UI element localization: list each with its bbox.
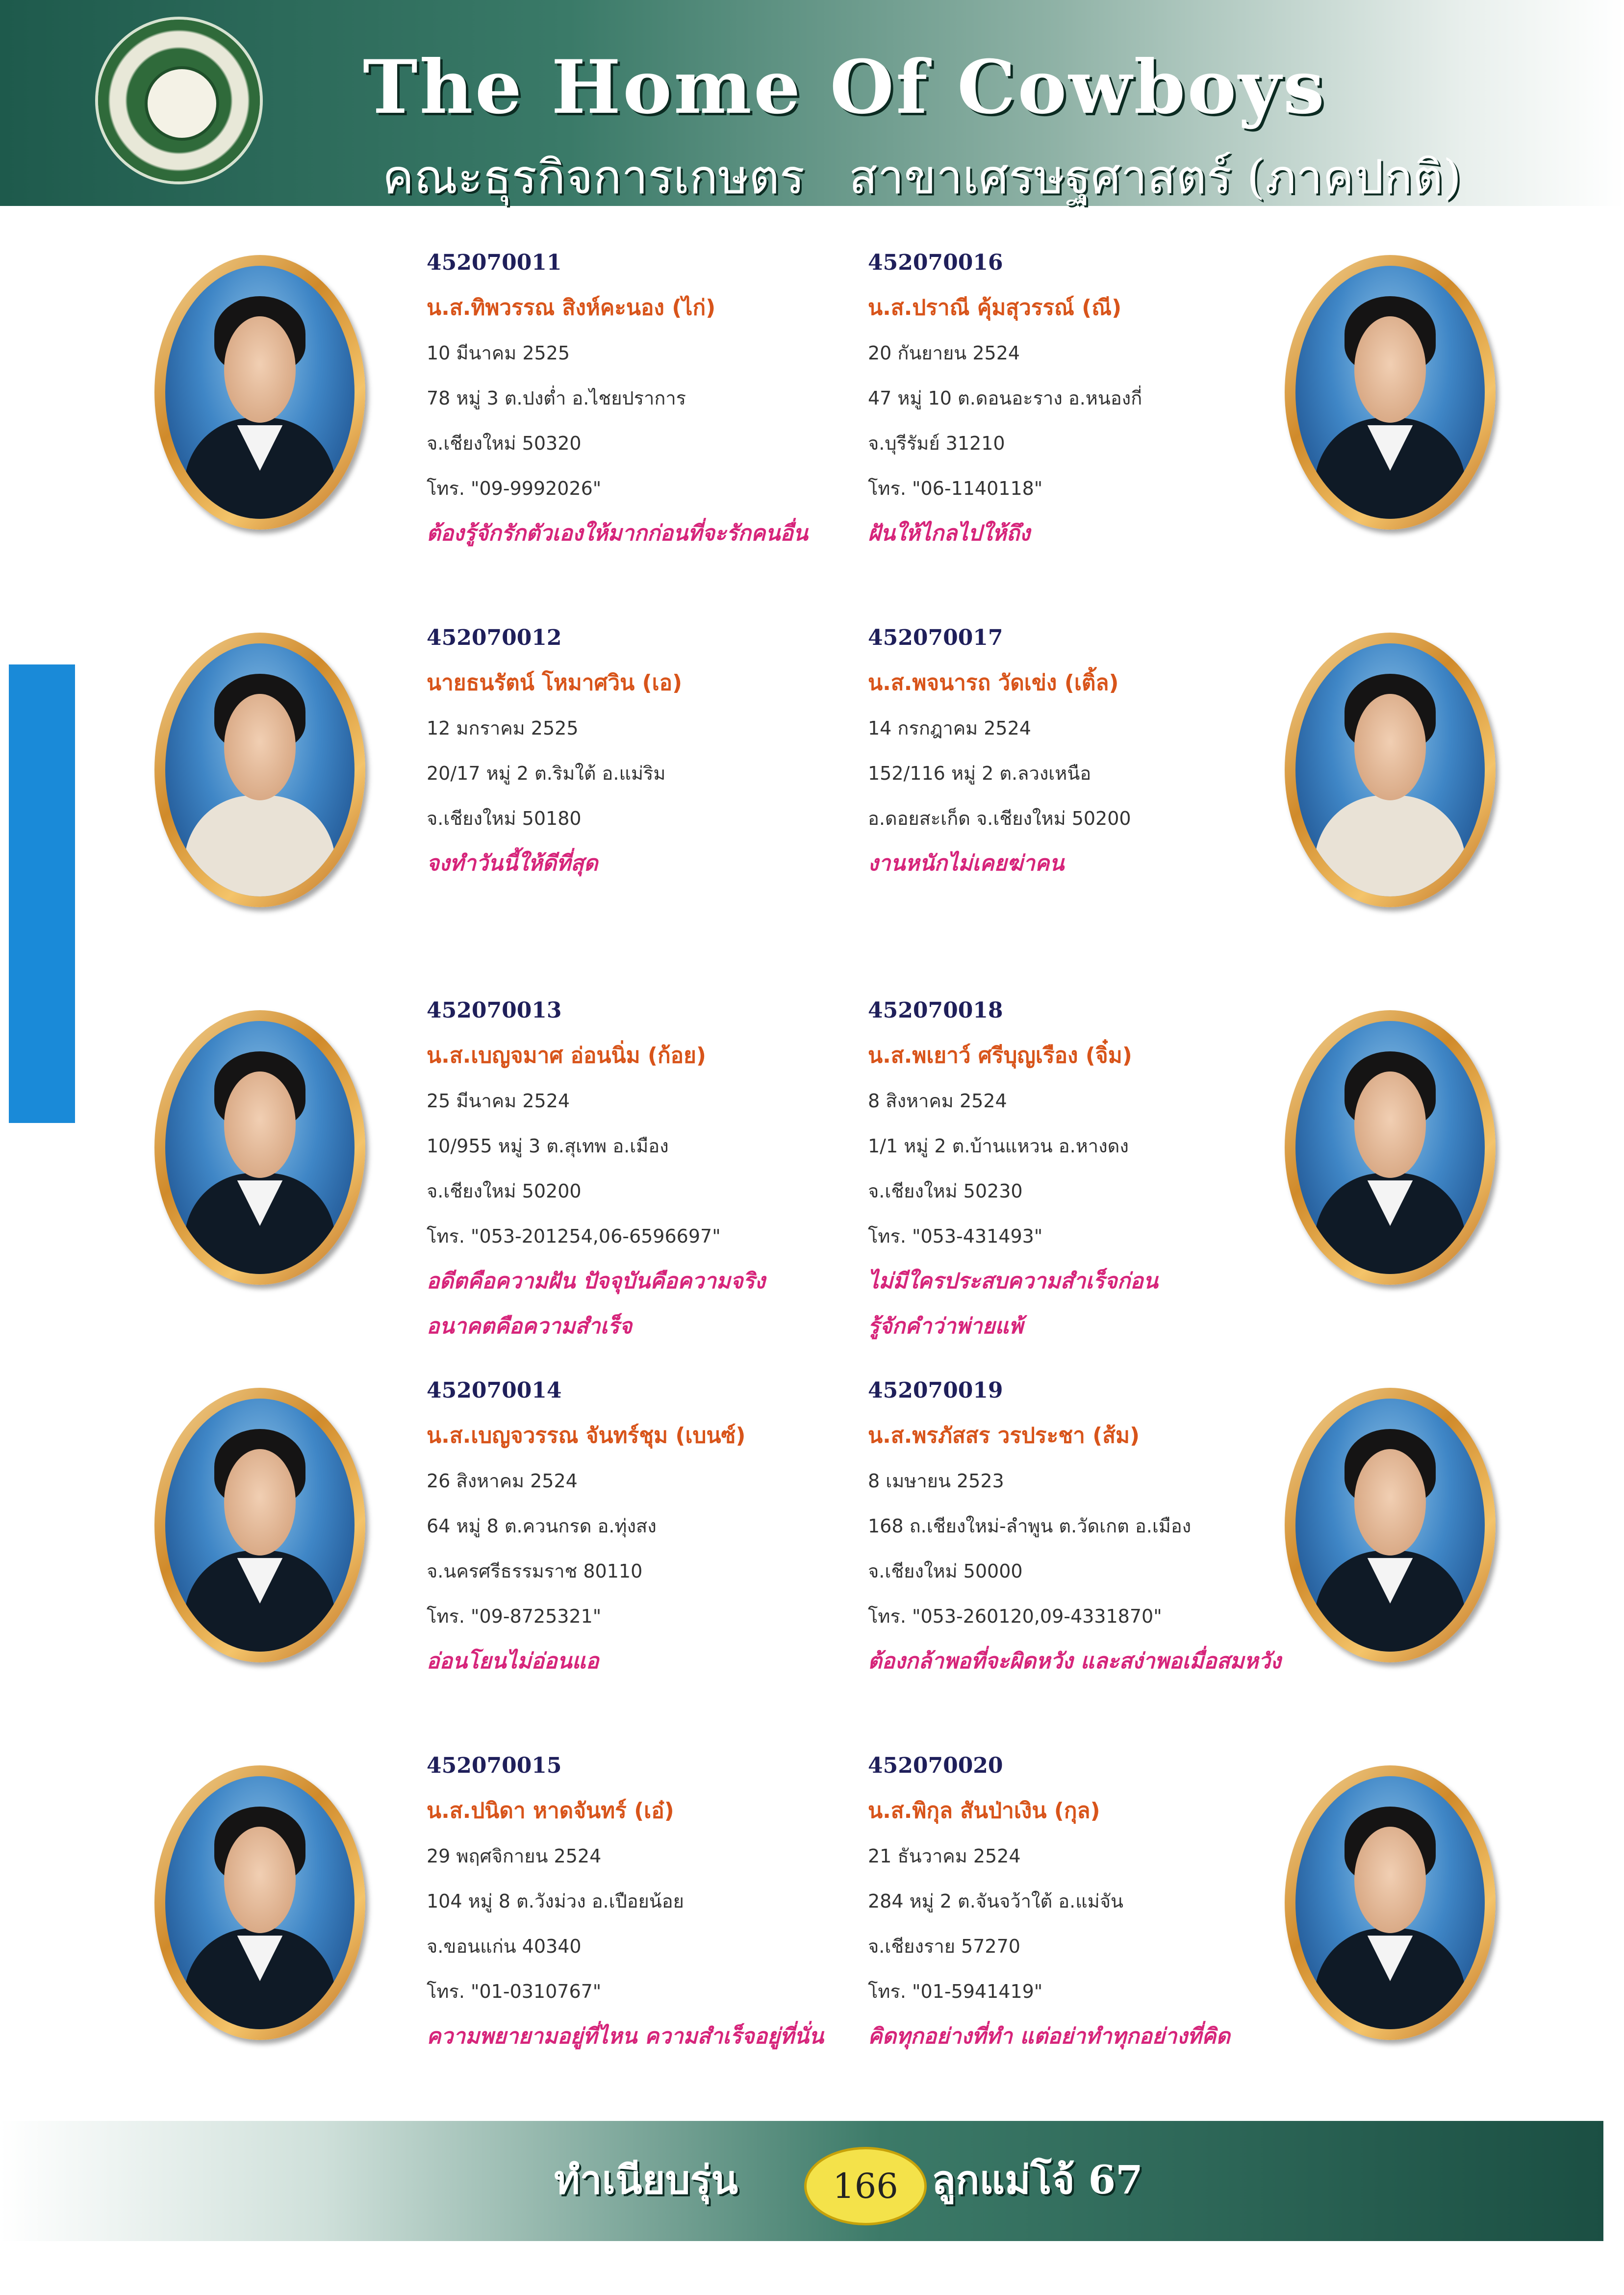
student-address-line: จ.เชียงราย 57270 xyxy=(868,1936,1020,1957)
student-birthdate: 29 พฤศจิกายน 2524 xyxy=(427,1845,602,1867)
student-id: 452070012 xyxy=(427,625,562,650)
student-id: 452070016 xyxy=(868,250,1003,275)
student-photo xyxy=(1285,633,1496,907)
student-entry xyxy=(868,988,1270,1349)
program-name: สาขาเศรษฐศาสตร์ (ภาคปกติ) xyxy=(849,150,1462,204)
student-birthdate: 10 มีนาคม 2525 xyxy=(427,342,570,364)
student-name: นายธนรัตน์ โหมาศวิน (เอ) xyxy=(427,670,683,695)
student-name: น.ส.ปนิดา หาดจันทร์ (เอ๋) xyxy=(427,1798,674,1823)
student-birthdate: 8 สิงหาคม 2524 xyxy=(868,1090,1007,1112)
student-entry xyxy=(868,615,1270,886)
student-address-line: 47 หมู่ 10 ต.ดอนอะราง อ.หนองกี่ xyxy=(868,387,1142,409)
student-address-line: 104 หมู่ 8 ต.วังม่วง อ.เปือยน้อย xyxy=(427,1890,684,1912)
page-subtitle xyxy=(382,140,1461,214)
student-photo xyxy=(154,633,365,907)
student-id: 452070017 xyxy=(868,625,1003,650)
student-phone: โทร. "053-431493" xyxy=(868,1225,1043,1247)
student-phone: โทร. "053-260120,09-4331870" xyxy=(868,1606,1162,1627)
student-entry xyxy=(427,1743,829,2059)
student-motto: จงทำวันนี้ให้ดีที่สุด xyxy=(427,851,598,876)
student-phone: โทร. "01-5941419" xyxy=(868,1981,1043,2002)
student-motto: คิดทุกอย่างที่ทำ แต่อย่าทำทุกอย่างที่คิด xyxy=(868,2024,1230,2049)
student-entry xyxy=(427,988,829,1349)
student-id: 452070011 xyxy=(427,250,562,275)
student-address-line: 168 ถ.เชียงใหม่-ลำพูน ต.วัดเกต อ.เมือง xyxy=(868,1515,1192,1537)
student-address-line: 78 หมู่ 3 ต.ปงต่ำ อ.ไชยปราการ xyxy=(427,387,686,409)
student-name: น.ส.เบญจมาศ อ่อนนิ่ม (ก้อย) xyxy=(427,1043,706,1068)
student-birthdate: 14 กรกฎาคม 2524 xyxy=(868,717,1031,739)
side-accent-bar xyxy=(9,664,75,1123)
student-motto: อดีตคือความฝัน ปัจจุบันคือความจริง xyxy=(427,1269,765,1294)
student-id: 452070013 xyxy=(427,998,562,1023)
page-number: 166 xyxy=(804,2147,927,2225)
student-birthdate: 21 ธันวาคม 2524 xyxy=(868,1845,1021,1867)
student-address-line: จ.บุรีรัมย์ 31210 xyxy=(868,433,1005,454)
student-address-line: จ.ขอนแก่น 40340 xyxy=(427,1936,582,1957)
student-address-line: 20/17 หมู่ 2 ต.ริมใต้ อ.แม่ริม xyxy=(427,763,666,784)
student-address-line: จ.เชียงใหม่ 50180 xyxy=(427,808,582,829)
student-id: 452070019 xyxy=(868,1378,1003,1403)
student-motto: ต้องรู้จักรักตัวเองให้มากก่อนที่จะรักคนอื่น xyxy=(427,521,808,546)
footer-yearbook-label: ทำเนียบรุ่น xyxy=(554,2157,738,2203)
student-phone: โทร. "06-1140118" xyxy=(868,478,1043,499)
page-footer xyxy=(0,2121,1603,2241)
student-address-line: จ.เชียงใหม่ 50230 xyxy=(868,1180,1023,1202)
student-id: 452070015 xyxy=(427,1753,562,1778)
student-photo xyxy=(154,255,365,530)
student-name: น.ส.พรภัสสร วรประชา (ส้ม) xyxy=(868,1423,1140,1448)
student-birthdate: 25 มีนาคม 2524 xyxy=(427,1090,570,1112)
student-address-line: 1/1 หมู่ 2 ต.บ้านแหวน อ.หางดง xyxy=(868,1135,1129,1157)
student-id: 452070014 xyxy=(427,1378,562,1403)
student-motto: งานหนักไม่เคยฆ่าคน xyxy=(868,851,1065,876)
student-birthdate: 26 สิงหาคม 2524 xyxy=(427,1470,578,1492)
student-phone: โทร. "01-0310767" xyxy=(427,1981,602,2002)
student-address-line: จ.เชียงใหม่ 50320 xyxy=(427,433,582,454)
student-id: 452070020 xyxy=(868,1753,1003,1778)
student-photo xyxy=(1285,1765,1496,2040)
faculty-name: คณะธุรกิจการเกษตร xyxy=(382,150,805,204)
student-motto: อ่อนโยนไม่อ่อนแอ xyxy=(427,1649,599,1674)
student-phone: โทร. "09-8725321" xyxy=(427,1606,602,1627)
student-address-line: อ.ดอยสะเก็ด จ.เชียงใหม่ 50200 xyxy=(868,808,1131,829)
student-name: น.ส.พเยาว์ ศรีบุญเรือง (จิ๋ม) xyxy=(868,1043,1132,1068)
student-entry xyxy=(868,1368,1281,1684)
student-birthdate: 8 เมษายน 2523 xyxy=(868,1470,1004,1492)
student-phone: โทร. "09-9992026" xyxy=(427,478,602,499)
student-entry xyxy=(427,615,829,886)
student-motto: อนาคตคือความสำเร็จ xyxy=(427,1314,632,1339)
student-entry xyxy=(427,240,829,556)
student-name: น.ส.ทิพวรรณ สิงห์คะนอง (ไก่) xyxy=(427,295,716,320)
student-address-line: จ.เชียงใหม่ 50200 xyxy=(427,1180,582,1202)
student-motto: ฝันให้ไกลไปให้ถึง xyxy=(868,521,1030,546)
student-photo xyxy=(1285,255,1496,530)
student-birthdate: 20 กันยายน 2524 xyxy=(868,342,1020,364)
student-name: น.ส.พิกุล สันป่าเงิน (กุล) xyxy=(868,1798,1100,1823)
student-photo xyxy=(154,1765,365,2040)
student-phone: โทร. "053-201254,06-6596697" xyxy=(427,1225,721,1247)
student-photo xyxy=(154,1010,365,1285)
student-photo xyxy=(1285,1388,1496,1662)
student-id: 452070018 xyxy=(868,998,1003,1023)
student-address-line: 284 หมู่ 2 ต.จันจว้าใต้ อ.แม่จัน xyxy=(868,1890,1123,1912)
student-address-line: 10/955 หมู่ 3 ต.สุเทพ อ.เมือง xyxy=(427,1135,669,1157)
student-motto: ต้องกล้าพอที่จะผิดหวัง และสง่าพอเมื่อสมหวัง xyxy=(868,1649,1281,1674)
student-photo xyxy=(154,1388,365,1662)
student-birthdate: 12 มกราคม 2525 xyxy=(427,717,579,739)
student-name: น.ส.ปราณี คุ้มสุวรรณ์ (ณี) xyxy=(868,295,1122,320)
student-address-line: 64 หมู่ 8 ต.ควนกรด อ.ทุ่งสง xyxy=(427,1515,657,1537)
student-motto: รู้จักคำว่าพ่ายแพ้ xyxy=(868,1314,1023,1339)
page-header xyxy=(0,0,1624,206)
page-title: The Home Of Cowboys xyxy=(363,44,1326,130)
student-name: น.ส.พจนารถ วัดเข่ง (เติ้ล) xyxy=(868,670,1119,695)
university-seal-logo xyxy=(98,20,260,181)
student-address-line: จ.เชียงใหม่ 50000 xyxy=(868,1560,1023,1582)
student-entry xyxy=(868,240,1270,556)
student-motto: ความพยายามอยู่ที่ไหน ความสำเร็จอยู่ที่นั่น xyxy=(427,2024,824,2049)
footer-class-label: ลูกแม่โจ้ 67 xyxy=(932,2157,1143,2203)
student-motto: ไม่มีใครประสบความสำเร็จก่อน xyxy=(868,1269,1158,1294)
student-photo xyxy=(1285,1010,1496,1285)
student-entry xyxy=(868,1743,1270,2059)
student-name: น.ส.เบญจวรรณ จันทร์ชุม (เบนซ์) xyxy=(427,1423,746,1448)
student-address-line: 152/116 หมู่ 2 ต.ลวงเหนือ xyxy=(868,763,1091,784)
student-entry xyxy=(427,1368,829,1684)
student-address-line: จ.นครศรีธรรมราช 80110 xyxy=(427,1560,643,1582)
